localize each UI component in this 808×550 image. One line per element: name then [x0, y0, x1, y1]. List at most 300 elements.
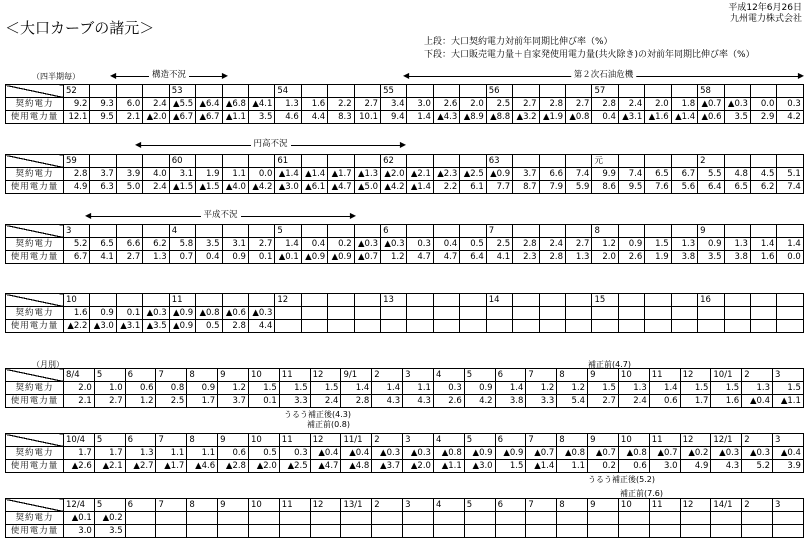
usage-value: ▲1.4 — [407, 181, 433, 194]
contract-value: 3.1 — [222, 238, 248, 251]
period-header — [116, 225, 142, 238]
usage-value: 4.3 — [711, 460, 742, 473]
corner-cell — [6, 85, 64, 98]
contract-value: 1.3 — [742, 382, 773, 395]
period-header: 3 — [403, 369, 434, 382]
usage-value: 3.5 — [248, 111, 274, 124]
usage-value — [588, 525, 619, 538]
period-header: 10 — [64, 294, 90, 307]
contract-value — [407, 307, 433, 320]
contract-value: ▲1.3 — [354, 168, 380, 181]
period-header: 11/1 — [341, 434, 372, 447]
usage-value: 6.7 — [64, 251, 90, 264]
contract-value: 2.8 — [513, 238, 539, 251]
contract-value: 2.8 — [592, 98, 618, 111]
period-header: 8 — [557, 499, 588, 512]
period-header: 11 — [649, 499, 680, 512]
usage-value — [671, 320, 697, 333]
contract-value — [777, 307, 803, 320]
period-header — [513, 155, 539, 168]
contract-value — [618, 512, 649, 525]
period-header — [460, 294, 486, 307]
contract-value: 3.7 — [90, 168, 116, 181]
period-header — [407, 225, 433, 238]
usage-value: ▲3.0 — [464, 460, 495, 473]
period-header: 8 — [187, 499, 218, 512]
contract-value: ▲0.7 — [588, 447, 619, 460]
usage-value: 0.1 — [248, 251, 274, 264]
contract-value: 6.5 — [90, 238, 116, 251]
usage-value: 0.2 — [588, 460, 619, 473]
usage-value: 4.1 — [90, 251, 116, 264]
contract-value: ▲0.3 — [381, 238, 407, 251]
contract-value: 9.3 — [90, 98, 116, 111]
contract-value — [275, 307, 301, 320]
usage-value: 10.1 — [354, 111, 380, 124]
row-label: 契約電力 — [6, 512, 64, 525]
usage-value: 8.3 — [328, 111, 354, 124]
usage-value — [526, 525, 557, 538]
contract-value: 2.4 — [618, 98, 644, 111]
contract-value: 3.7 — [513, 168, 539, 181]
period-header: 2 — [372, 369, 403, 382]
usage-value: 4.7 — [407, 251, 433, 264]
period-header: 12 — [680, 369, 711, 382]
period-header: 57 — [592, 85, 618, 98]
period-header — [645, 225, 671, 238]
period-header — [750, 294, 776, 307]
period-header: 2 — [742, 434, 773, 447]
period-header — [513, 85, 539, 98]
contract-value — [328, 307, 354, 320]
row-label: 契約電力 — [6, 447, 64, 460]
period-header — [645, 294, 671, 307]
usage-value: 2.6 — [618, 251, 644, 264]
quarterly-table-3 — [5, 224, 804, 264]
contract-value: 1.2 — [526, 382, 557, 395]
contract-value: 0.0 — [248, 168, 274, 181]
contract-value: 2.5 — [486, 98, 512, 111]
usage-value: ▲1.9 — [539, 111, 565, 124]
contract-row — [6, 382, 804, 395]
period-header: 7 — [526, 499, 557, 512]
usage-value: 2.5 — [156, 395, 187, 408]
contract-value: ▲0.8 — [618, 447, 649, 460]
period-header: 11 — [279, 369, 310, 382]
usage-value: ▲2.0 — [403, 460, 434, 473]
contract-value — [750, 307, 776, 320]
period-header: 8 — [592, 225, 618, 238]
contract-value: 2.7 — [248, 238, 274, 251]
usage-value: 3.0 — [649, 460, 680, 473]
period-header: 10 — [248, 369, 279, 382]
period-header: 52 — [64, 85, 90, 98]
contract-value: 2.5 — [486, 238, 512, 251]
contract-value: ▲4.1 — [248, 98, 274, 111]
contract-value: 1.1 — [403, 382, 434, 395]
usage-value — [592, 320, 618, 333]
contract-value: 7.4 — [618, 168, 644, 181]
contract-value: 1.8 — [671, 98, 697, 111]
period-header — [618, 294, 644, 307]
period-header: 8 — [187, 369, 218, 382]
usage-value — [618, 320, 644, 333]
period-header: 2 — [742, 499, 773, 512]
contract-value: ▲2.1 — [407, 168, 433, 181]
contract-value: 6.7 — [671, 168, 697, 181]
usage-value: 4.2 — [464, 395, 495, 408]
usage-value — [464, 525, 495, 538]
header-row — [6, 85, 804, 98]
usage-value — [187, 525, 218, 538]
usage-value — [680, 525, 711, 538]
usage-value — [750, 320, 776, 333]
usage-value — [354, 320, 380, 333]
period-header: 13 — [381, 294, 407, 307]
usage-value: ▲3.2 — [513, 111, 539, 124]
corner-cell — [6, 434, 64, 447]
period-header: 4 — [433, 369, 464, 382]
contract-value: ▲5.5 — [169, 98, 195, 111]
row-label: 契約電力 — [6, 168, 64, 181]
period-header: 9 — [218, 434, 249, 447]
period-header: 5 — [464, 434, 495, 447]
usage-value — [248, 525, 279, 538]
legend — [424, 36, 755, 62]
usage-value: 3.3 — [526, 395, 557, 408]
company-name: 九州電力株式会社 — [729, 14, 802, 24]
contract-value: 5.5 — [698, 168, 724, 181]
contract-value: 9.2 — [64, 98, 90, 111]
contract-value: ▲0.6 — [222, 307, 248, 320]
contract-value: 1.5 — [279, 382, 310, 395]
contract-value: 2.2 — [328, 98, 354, 111]
period-header: 2 — [372, 499, 403, 512]
contract-value — [742, 512, 773, 525]
period-header: 5 — [94, 499, 125, 512]
period-header: 9 — [218, 499, 249, 512]
contract-value: 1.3 — [275, 98, 301, 111]
contract-value: 5.1 — [777, 168, 803, 181]
period-header: 5 — [464, 499, 495, 512]
usage-row — [6, 181, 804, 194]
contract-value: 0.5 — [248, 447, 279, 460]
period-header — [433, 155, 459, 168]
usage-value: ▲3.7 — [372, 460, 403, 473]
period-header: 14 — [486, 294, 512, 307]
period-header: 3 — [773, 434, 804, 447]
contract-value: ▲0.2 — [680, 447, 711, 460]
contract-value: ▲0.4 — [773, 447, 804, 460]
period-heisei: ◀ ▶ 平成不況 — [85, 210, 356, 220]
contract-value: 0.0 — [750, 98, 776, 111]
row-label: 使用電力量 — [6, 395, 64, 408]
usage-value: ▲3.0 — [90, 320, 116, 333]
usage-value — [301, 320, 327, 333]
usage-value — [407, 320, 433, 333]
usage-value: 2.3 — [513, 251, 539, 264]
contract-value: 1.2 — [557, 382, 588, 395]
usage-value: 6.4 — [698, 181, 724, 194]
contract-value: ▲0.3 — [403, 447, 434, 460]
contract-value: 2.0 — [460, 98, 486, 111]
contract-value — [566, 307, 592, 320]
contract-value: 2.4 — [143, 98, 169, 111]
period-header — [433, 225, 459, 238]
period-endaka: ◀ ▶ 円高不況 — [135, 139, 406, 149]
contract-value: ▲0.7 — [649, 447, 680, 460]
usage-row — [6, 395, 804, 408]
period-header — [328, 225, 354, 238]
usage-value: 4.6 — [275, 111, 301, 124]
usage-value: 3.0 — [64, 525, 95, 538]
usage-value: 2.8 — [341, 395, 372, 408]
contract-value — [464, 512, 495, 525]
contract-value: ▲0.9 — [169, 307, 195, 320]
contract-value: ▲0.8 — [433, 447, 464, 460]
usage-value: 0.0 — [777, 251, 803, 264]
usage-value: 6.2 — [750, 181, 776, 194]
usage-value: ▲0.9 — [328, 251, 354, 264]
header-row — [6, 499, 804, 512]
contract-value: 2.8 — [64, 168, 90, 181]
contract-value: 1.3 — [125, 447, 156, 460]
header-row — [6, 369, 804, 382]
usage-value: 5.0 — [116, 181, 142, 194]
period-header: 11 — [649, 434, 680, 447]
period-header — [301, 155, 327, 168]
period-header — [671, 225, 697, 238]
period-header: 5 — [94, 434, 125, 447]
period-header: 16 — [698, 294, 724, 307]
period-header: 56 — [486, 85, 512, 98]
contract-value — [711, 512, 742, 525]
period-header: 9 — [588, 434, 619, 447]
contract-value: 6.0 — [116, 98, 142, 111]
contract-value — [310, 512, 341, 525]
corner-cell — [6, 225, 64, 238]
note-hosei-mae-1: 補正前(0.8) — [307, 420, 350, 429]
period-header — [750, 155, 776, 168]
period-header: 10 — [618, 434, 649, 447]
usage-value: ▲6.1 — [301, 181, 327, 194]
period-header: 10 — [248, 434, 279, 447]
contract-value: ▲1.7 — [328, 168, 354, 181]
row-label: 使用電力量 — [6, 460, 64, 473]
period-header — [407, 294, 433, 307]
contract-value: 5.2 — [64, 238, 90, 251]
contract-value: 6.6 — [116, 238, 142, 251]
period-header — [460, 155, 486, 168]
usage-value: ▲2.5 — [279, 460, 310, 473]
usage-value: 1.2 — [125, 395, 156, 408]
contract-value: 0.8 — [156, 382, 187, 395]
corner-cell — [6, 155, 64, 168]
period-header: 2 — [698, 155, 724, 168]
period-header — [724, 225, 750, 238]
usage-row — [6, 251, 804, 264]
contract-value — [248, 512, 279, 525]
usage-row — [6, 460, 804, 473]
usage-value — [275, 320, 301, 333]
usage-value: 3.7 — [218, 395, 249, 408]
usage-value: ▲4.2 — [248, 181, 274, 194]
note-monthly: （月別） — [32, 360, 64, 369]
header-row — [6, 434, 804, 447]
usage-value: ▲1.5 — [196, 181, 222, 194]
period-header: 6 — [125, 499, 156, 512]
contract-value: 0.9 — [698, 238, 724, 251]
contract-value — [279, 512, 310, 525]
usage-value: 3.5 — [698, 251, 724, 264]
usage-value — [513, 320, 539, 333]
contract-value — [618, 307, 644, 320]
period-header — [301, 294, 327, 307]
usage-value: 5.6 — [671, 181, 697, 194]
period-endaka-label: 円高不況 — [250, 139, 290, 149]
contract-value: 0.2 — [328, 238, 354, 251]
contract-row — [6, 447, 804, 460]
corner-cell — [6, 369, 64, 382]
contract-value: ▲2.5 — [460, 168, 486, 181]
contract-value — [671, 307, 697, 320]
usage-value: ▲4.8 — [341, 460, 372, 473]
row-label: 使用電力量 — [6, 525, 64, 538]
contract-value: ▲1.4 — [301, 168, 327, 181]
period-header: 11 — [279, 499, 310, 512]
contract-value: 4.0 — [143, 168, 169, 181]
usage-value — [403, 525, 434, 538]
usage-value: ▲1.4 — [526, 460, 557, 473]
usage-value: 0.4 — [592, 111, 618, 124]
period-header: 8 — [557, 434, 588, 447]
contract-value: 2.7 — [354, 98, 380, 111]
contract-value: 1.2 — [218, 382, 249, 395]
usage-value: 4.2 — [777, 111, 803, 124]
period-header: 9 — [588, 499, 619, 512]
usage-value: 3.5 — [724, 111, 750, 124]
period-header: 5 — [464, 369, 495, 382]
contract-value: 3.0 — [407, 98, 433, 111]
period-header — [222, 294, 248, 307]
usage-value: 2.4 — [310, 395, 341, 408]
usage-value: 4.9 — [680, 460, 711, 473]
period-header — [671, 155, 697, 168]
quarterly-table-1 — [5, 84, 804, 124]
contract-value: ▲0.7 — [698, 98, 724, 111]
usage-value — [372, 525, 403, 538]
usage-value: ▲4.3 — [433, 111, 459, 124]
usage-value: ▲0.1 — [275, 251, 301, 264]
note-hosei-mae-3: 補正前(7.6) — [620, 489, 663, 498]
period-header: 4 — [433, 499, 464, 512]
contract-value: 0.5 — [460, 238, 486, 251]
contract-value: 1.7 — [94, 447, 125, 460]
period-header: 3 — [64, 225, 90, 238]
usage-value: 0.6 — [649, 395, 680, 408]
usage-value — [742, 525, 773, 538]
usage-value — [341, 525, 372, 538]
usage-value: ▲4.0 — [222, 181, 248, 194]
issue-date: 平成12年6月26日 — [728, 3, 802, 13]
period-header — [143, 294, 169, 307]
contract-value: 1.5 — [773, 382, 804, 395]
period-header: 6 — [495, 499, 526, 512]
usage-value: 2.8 — [539, 251, 565, 264]
usage-value — [698, 320, 724, 333]
contract-value: 2.7 — [566, 98, 592, 111]
usage-value: 2.7 — [116, 251, 142, 264]
contract-value: 0.3 — [433, 382, 464, 395]
period-header — [90, 155, 116, 168]
contract-value: 2.8 — [539, 98, 565, 111]
usage-value: ▲2.0 — [248, 460, 279, 473]
usage-value: 2.6 — [433, 395, 464, 408]
period-header — [222, 225, 248, 238]
period-header: 7 — [156, 369, 187, 382]
monthly-table-1 — [5, 368, 804, 408]
contract-value: 0.1 — [116, 307, 142, 320]
usage-value: ▲8.8 — [486, 111, 512, 124]
contract-value — [433, 512, 464, 525]
usage-value: 7.9 — [539, 181, 565, 194]
period-header — [248, 85, 274, 98]
contract-value: ▲0.3 — [143, 307, 169, 320]
contract-value — [460, 307, 486, 320]
header-row — [6, 294, 804, 307]
period-header: 6 — [381, 225, 407, 238]
period-header — [116, 85, 142, 98]
contract-value — [187, 512, 218, 525]
usage-value — [433, 525, 464, 538]
period-header — [301, 85, 327, 98]
period-header — [328, 85, 354, 98]
period-header — [513, 294, 539, 307]
period-header — [248, 294, 274, 307]
period-header — [724, 294, 750, 307]
contract-value: 1.4 — [750, 238, 776, 251]
period-header — [143, 155, 169, 168]
contract-value: 0.9 — [187, 382, 218, 395]
period-header: 12 — [680, 499, 711, 512]
period-header — [143, 85, 169, 98]
period-header — [671, 85, 697, 98]
contract-value: 2.4 — [539, 238, 565, 251]
period-header — [566, 155, 592, 168]
period-header: 7 — [526, 434, 557, 447]
period-header — [618, 85, 644, 98]
row-label: 使用電力量 — [6, 320, 64, 333]
period-header — [222, 85, 248, 98]
period-header: 6 — [125, 434, 156, 447]
usage-value — [773, 525, 804, 538]
legend-lower: 下段：大口販売電力量＋自家発使用電力量(共火除き)の対前年同期比伸び率（%） — [424, 50, 755, 60]
contract-value: ▲0.3 — [372, 447, 403, 460]
period-header: 12 — [680, 434, 711, 447]
usage-value — [649, 525, 680, 538]
corner-cell — [6, 294, 64, 307]
period-header: 10/4 — [64, 434, 95, 447]
period-header: 7 — [526, 369, 557, 382]
contract-value: 0.9 — [90, 307, 116, 320]
usage-row — [6, 525, 804, 538]
usage-value: ▲2.6 — [64, 460, 95, 473]
note-hosei-mae-2: 補正前(4.7) — [588, 360, 631, 369]
period-header: 9 — [218, 369, 249, 382]
usage-value: 8.7 — [513, 181, 539, 194]
usage-value: ▲0.4 — [742, 395, 773, 408]
header-row — [6, 225, 804, 238]
